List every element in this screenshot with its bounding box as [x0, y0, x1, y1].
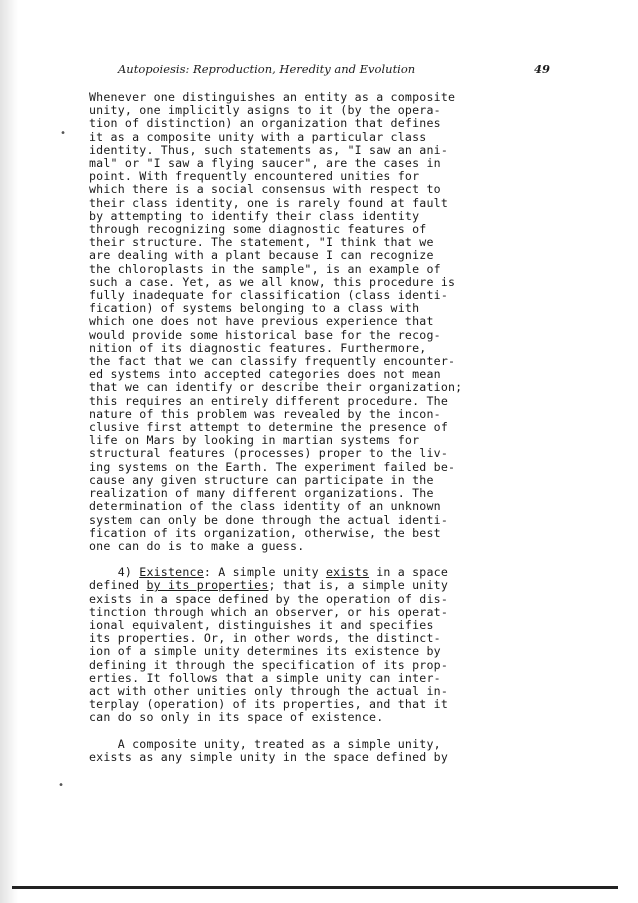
- emphasis-exists: exists: [325, 565, 370, 580]
- paragraph-line: that we can identify or describe their organization;: [89, 380, 463, 395]
- paragraph-line: nition of its diagnostic features. Furthermore,: [89, 340, 427, 355]
- running-title: Autopoiesis: Reproduction, Heredity and Evolution: [118, 62, 416, 76]
- paragraph-line: act with other unities only through the actual in-: [89, 683, 449, 698]
- paragraph-line: cause any given structure can participate in the: [89, 472, 434, 487]
- paragraph-line: exists in a space defined by the operation of dis-: [89, 591, 449, 606]
- paragraph-line: ional equivalent, distinguishes it and specifies: [89, 617, 434, 632]
- paragraph-line: fication) of systems belonging to a class with: [89, 301, 420, 316]
- paragraph-line: unity, one implicitly asigns to it (by the opera-: [89, 103, 441, 118]
- text-run: in a space: [369, 565, 449, 580]
- paragraph-line: which one does not have previous experience that: [89, 314, 434, 329]
- paragraph-line: ion of a simple unity determines its existence by: [89, 644, 441, 659]
- paragraph-line: ed systems into accepted categories does not mean: [89, 367, 441, 382]
- paragraph-line: can do so only in its space of existence.: [89, 710, 384, 725]
- paragraph-line: its properties. Or, in other words, the distinct-: [89, 631, 441, 646]
- paragraph-gap: [89, 725, 549, 738]
- paragraph-line: clusive first attempt to determine the presence of: [89, 420, 449, 435]
- paragraph-composite-unity-existence: [89, 738, 549, 764]
- text-run: : A simple unity: [203, 565, 326, 580]
- paragraph-line: are dealing with a plant because I can recognize: [89, 248, 434, 263]
- paragraph-line: determination of the class identity of an unknown: [89, 499, 441, 514]
- paragraph-line: terplay (operation) of its properties, and that it: [89, 697, 449, 712]
- paragraph-line: which there is a social consensus with respect to: [89, 182, 441, 197]
- paragraph-line: mal" or "I saw a flying saucer", are the cases in: [89, 156, 441, 171]
- text-run: ; that is, a simple unity: [268, 578, 449, 593]
- paragraph-line: A composite unity, treated as a simple unity,: [89, 736, 441, 751]
- paragraph-line: through recognizing some diagnostic features of: [89, 222, 427, 237]
- emphasis-by-its-properties: by its properties: [146, 578, 269, 593]
- paragraph-line: point. With frequently encountered unities for: [89, 169, 420, 184]
- paragraph-line: structural features (processes) proper to the liv-: [89, 446, 449, 461]
- margin-dot-mark: •: [60, 128, 67, 139]
- paragraph-line: such a case. Yet, as we all know, this procedure is: [89, 274, 456, 289]
- paragraph-line: exists as any simple unity in the space defined by: [89, 749, 449, 764]
- paragraph-line: fully inadequate for classification (class identi-: [89, 288, 449, 303]
- paragraph-line: the fact that we can classify frequently encounter-: [89, 354, 456, 369]
- paragraph-line: their class identity, one is rarely found at fault: [89, 195, 449, 210]
- paragraph-line: nature of this problem was revealed by the incon-: [89, 406, 441, 421]
- paragraph-line: ing systems on the Earth. The experiment failed be-: [89, 459, 456, 474]
- paragraph-line: system can only be done through the actual identi-: [89, 512, 449, 527]
- paragraph-line: the chloroplasts in the sample", is an example of: [89, 261, 441, 276]
- paragraph-line: Whenever one distinguishes an entity as a composite: [89, 90, 456, 104]
- paragraph-line: by attempting to identify their class identity: [89, 208, 420, 223]
- paragraph-line: [89, 579, 549, 592]
- page-bottom-rule: [12, 886, 618, 889]
- paragraph-line: tinction through which an observer, or his operat-: [89, 604, 449, 619]
- paragraph-line: one can do is to make a guess.: [89, 538, 305, 553]
- paragraph-line: fication of its organization, otherwise, the best: [89, 525, 441, 540]
- scan-edge-shadow: [0, 0, 18, 903]
- paragraph-line: identity. Thus, such statements as, "I saw an ani-: [89, 142, 449, 157]
- paragraph-line: this requires an entirely different procedure. The: [89, 393, 449, 408]
- margin-dot-mark: •: [58, 780, 65, 791]
- page-number: 49: [533, 62, 550, 76]
- text-run: defined: [89, 578, 147, 593]
- paragraph-definition-of-composite-unity: [89, 91, 549, 553]
- paragraph-line: life on Mars by looking in martian systems for: [89, 433, 420, 448]
- paragraph-line: their structure. The statement, "I think that we: [89, 235, 434, 250]
- page-body: [89, 91, 549, 764]
- paragraph-line: defining it through the specification of its prop-: [89, 657, 449, 672]
- item-number: 4): [89, 565, 140, 580]
- term-existence: Existence: [139, 565, 204, 580]
- paragraph-lines: [89, 593, 549, 725]
- paragraph-line: realization of many different organizations. The: [89, 486, 434, 501]
- paragraph-line: it as a composite unity with a particular class: [89, 129, 427, 144]
- paragraph-line: tion of distinction) an organization that defines: [89, 116, 441, 131]
- paragraph-line: erties. It follows that a simple unity can inter-: [89, 670, 441, 685]
- paragraph-existence: [89, 566, 549, 724]
- paragraph-line: would provide some historical base for the recog-: [89, 327, 441, 342]
